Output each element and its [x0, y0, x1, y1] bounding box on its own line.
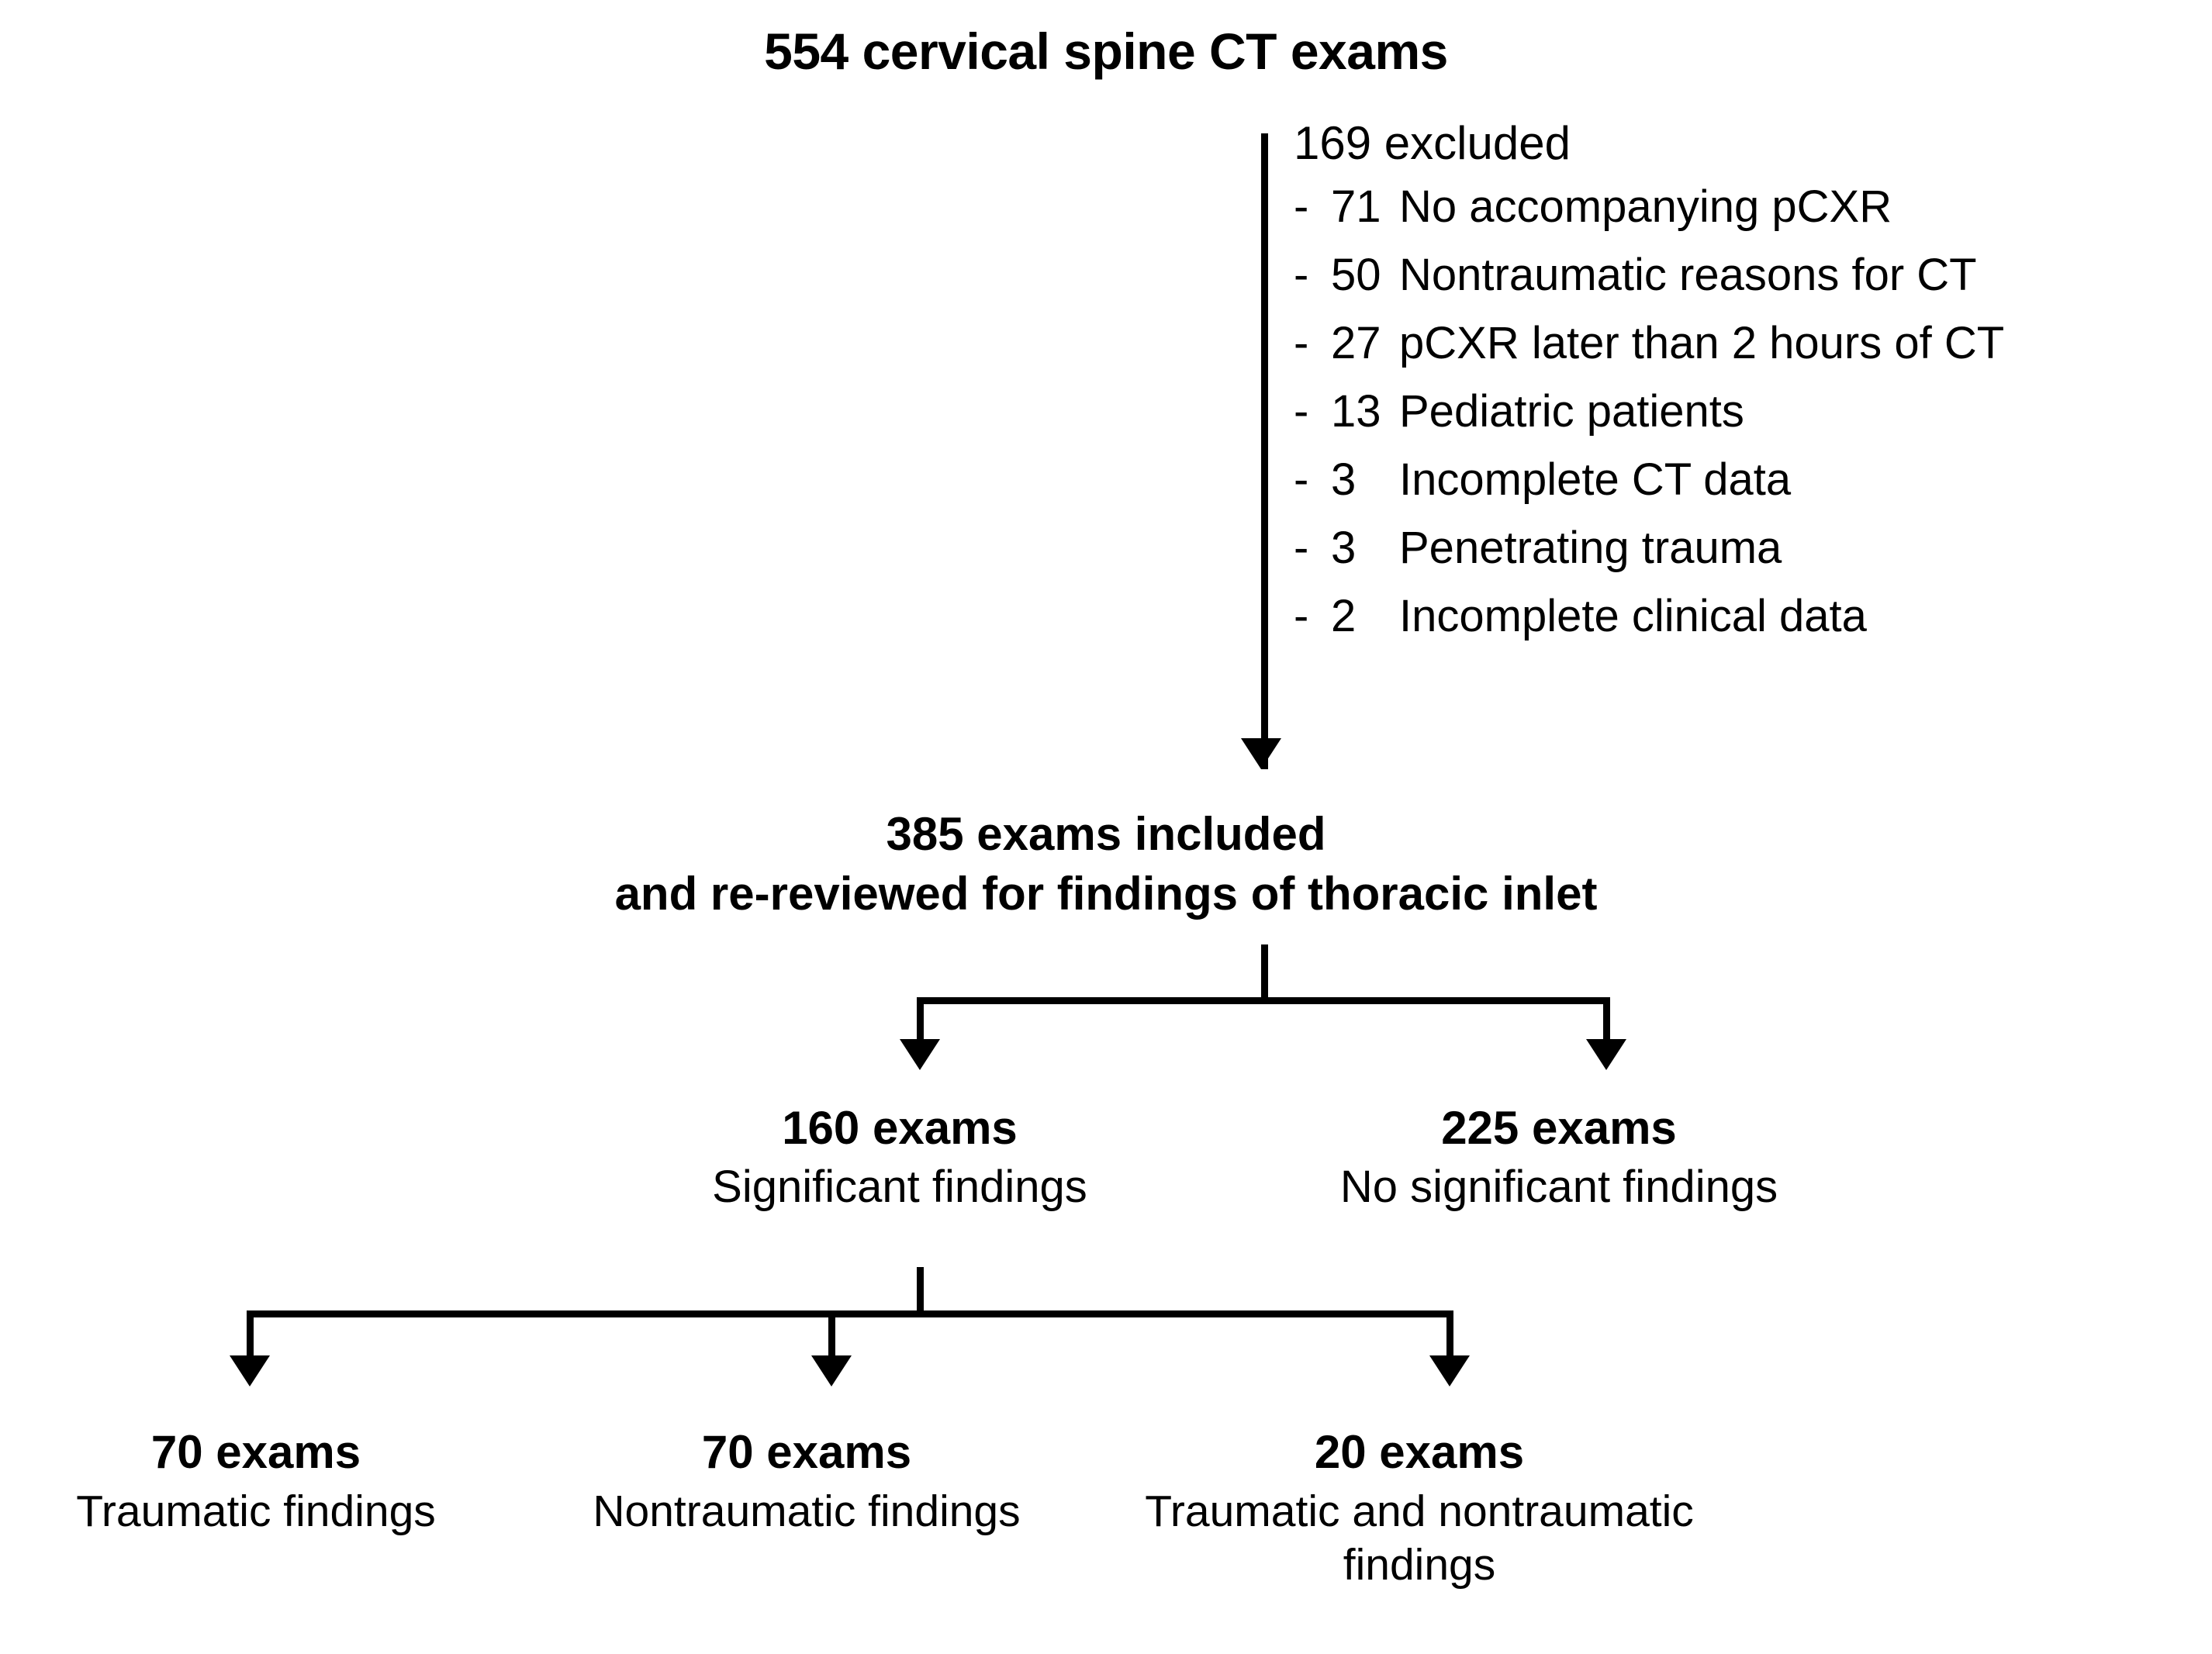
exclusion-text: Incomplete clinical data	[1399, 591, 1867, 641]
connector-included-stem	[1261, 944, 1268, 1000]
exclusion-count: 3	[1331, 454, 1357, 505]
exclusions-heading: 169 excluded	[1294, 117, 1571, 169]
node-70-traumatic-title: 70 exams	[150, 1426, 361, 1478]
list-item	[1294, 249, 2209, 301]
exclusion-text: Pediatric patients	[1399, 386, 1744, 437]
exclusion-text: Nontraumatic reasons for CT	[1399, 250, 1977, 300]
connector-160-stem	[917, 1267, 924, 1314]
included-line-2: and re-reviewed for findings of thoracic inlet	[614, 867, 1598, 920]
arrow-to-70a	[230, 1355, 270, 1386]
node-225-exams	[1210, 1101, 1908, 1214]
node-20-both	[1125, 1425, 1714, 1593]
node-70-traumatic-subtitle: Traumatic findings	[76, 1486, 436, 1536]
list-item	[1294, 522, 2209, 574]
node-160-subtitle: Significant findings	[712, 1161, 1087, 1212]
node-70-nontraumatic-subtitle: Nontraumatic findings	[593, 1486, 1021, 1536]
arrow-to-20	[1429, 1355, 1470, 1386]
node-20-both-title: 20 exams	[1314, 1426, 1525, 1478]
bullet-dash: -	[1294, 318, 1309, 368]
exclusions-block	[1294, 116, 2209, 658]
exclusion-text: Penetrating trauma	[1399, 523, 1782, 573]
bullet-dash: -	[1294, 181, 1309, 232]
exclusions-list	[1294, 181, 2209, 642]
exclusion-count: 13	[1331, 386, 1381, 437]
node-70-nontraumatic	[512, 1425, 1101, 1538]
exclusion-count: 3	[1331, 523, 1357, 573]
list-item	[1294, 385, 2209, 437]
node-70-nontraumatic-title: 70 exams	[701, 1426, 912, 1478]
exclusion-text: pCXR later than 2 hours of CT	[1399, 318, 2005, 368]
top-node-label: 554 cervical spine CT exams	[764, 22, 1448, 80]
included-line-1: 385 exams included	[886, 808, 1326, 860]
arrow-to-160	[900, 1039, 940, 1070]
list-item	[1294, 181, 2209, 233]
exclusion-text: No accompanying pCXR	[1399, 181, 1892, 232]
arrow-to-225	[1586, 1039, 1626, 1070]
connector-included-bus	[917, 997, 1610, 1004]
exclusion-count: 50	[1331, 250, 1381, 300]
node-225-title: 225 exams	[1441, 1102, 1677, 1154]
node-70-traumatic	[0, 1425, 512, 1538]
arrow-to-70b	[811, 1355, 852, 1386]
exclusion-text: Incomplete CT data	[1399, 454, 1792, 505]
exclusion-count: 71	[1331, 181, 1381, 232]
included-node	[486, 805, 1726, 924]
node-20-both-subtitle: Traumatic and nontraumatic findings	[1145, 1486, 1694, 1590]
exclusion-count: 27	[1331, 318, 1381, 368]
list-item	[1294, 590, 2209, 642]
node-225-subtitle: No significant findings	[1339, 1161, 1778, 1212]
bullet-dash: -	[1294, 523, 1309, 573]
connector-top-to-included	[1261, 133, 1268, 769]
bullet-dash: -	[1294, 591, 1309, 641]
node-160-title: 160 exams	[782, 1102, 1018, 1154]
node-160-exams	[605, 1101, 1194, 1214]
list-item	[1294, 317, 2209, 369]
connector-160-bus	[247, 1310, 1453, 1317]
bullet-dash: -	[1294, 454, 1309, 505]
list-item	[1294, 454, 2209, 506]
bullet-dash: -	[1294, 250, 1309, 300]
exclusion-count: 2	[1331, 591, 1357, 641]
bullet-dash: -	[1294, 386, 1309, 437]
arrow-top-to-included	[1241, 738, 1281, 769]
